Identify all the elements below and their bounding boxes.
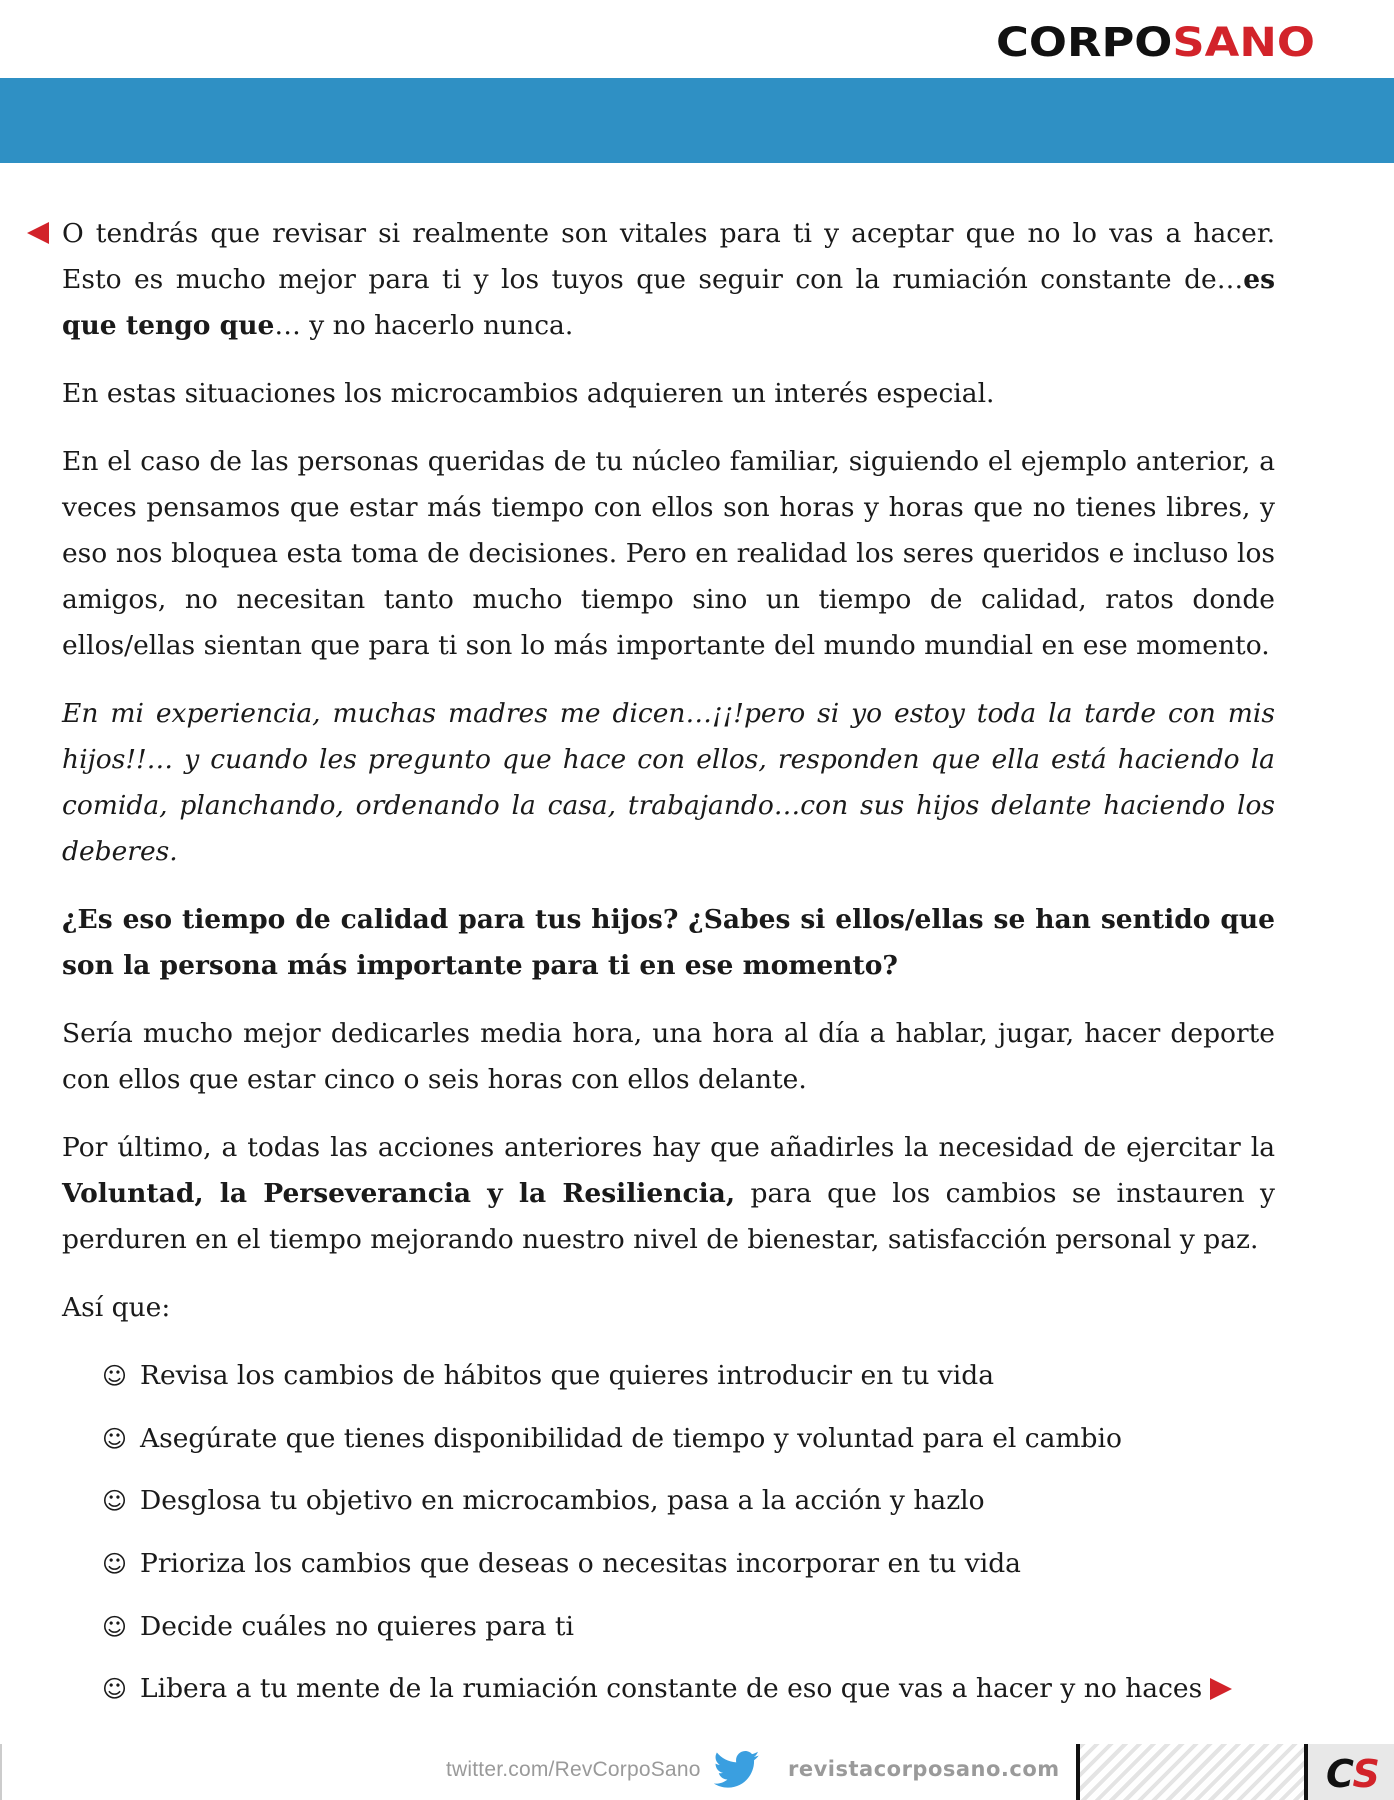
paragraph-1-text: O tendrás que revisar si realmente son vitales para ti y aceptar que no lo vas a hacer. Esto es mucho mejor para ti y los tuyos que seguir con la rumiación constante de…: [62, 218, 1275, 295]
list-item: [102, 1533, 1275, 1596]
paragraph-1-end: … y no hacerlo nunca.: [274, 310, 574, 341]
smiley-icon: ☺: [102, 1362, 128, 1391]
paragraph-3: En el caso de las personas queridas de tu núcleo familiar, siguiendo el ejemplo anterior, a veces pensamos que estar más tiempo con ellos son horas y horas que no tienes libres, y eso nos bloquea esta toma de decisiones. Pero en realidad los seres queridos e incluso los amigos, no necesitan tanto mucho tiempo sino un tiempo de calidad, ratos donde ellos/ellas sientan que para ti son lo más importante del mundo mundial en ese momento.: [62, 446, 1275, 661]
paragraph-1-bold: es que tengo que: [62, 264, 1275, 341]
cs-logo: [1326, 1752, 1380, 1796]
cs-logo-c: C: [1326, 1752, 1353, 1796]
paragraph-7-bold: Voluntad, la Perseverancia y la Resiliencia,: [62, 1178, 736, 1209]
list-item: [102, 1595, 1275, 1658]
header-band: [0, 78, 1394, 163]
list-item: [102, 1658, 1275, 1721]
smiley-icon: ☺: [102, 1550, 128, 1579]
article-body: [62, 211, 1275, 1721]
list-item-text: Libera a tu mente de la rumiación constante de eso que vas a hacer y no haces: [140, 1673, 1203, 1705]
list-item-text: Revisa los cambios de hábitos que quieres introducir en tu vida: [140, 1360, 995, 1392]
paragraph-8: Así que:: [62, 1292, 171, 1323]
paragraph-6: Sería mucho mejor dedicarles media hora, una hora al día a hablar, jugar, hacer deporte con ellos que estar cinco o seis horas con ellos delante.: [62, 1018, 1275, 1095]
smiley-icon: ☺: [102, 1424, 128, 1453]
list-item-text: Asegúrate que tienes disponibilidad de tiempo y voluntad para el cambio: [140, 1422, 1122, 1454]
smiley-icon: ☺: [102, 1487, 128, 1516]
logo-part-sano: SANO: [1172, 20, 1315, 66]
website-link[interactable]: revistacorposano.com: [788, 1757, 1060, 1781]
paragraph-7: [62, 1125, 1275, 1263]
continued-arrow-icon: [27, 222, 49, 244]
logo-part-corpo: CORPO: [996, 20, 1173, 66]
list-item-text: Decide cuáles no quieres para ti: [140, 1610, 574, 1642]
cs-logo-s: S: [1352, 1752, 1380, 1796]
footer-divider: [0, 1744, 2, 1800]
smiley-icon: ☺: [102, 1675, 128, 1704]
page-footer: [0, 1744, 1394, 1800]
list-item-text: Prioriza los cambios que deseas o necesitas incorporar en tu vida: [140, 1548, 1021, 1580]
paragraph-1: [62, 211, 1275, 349]
list-item: [102, 1408, 1275, 1471]
list-item: [102, 1470, 1275, 1533]
paragraph-5-question: ¿Es eso tiempo de calidad para tus hijos? ¿Sabes si ellos/ellas se han sentido que son la persona más importante para ti en ese momento?: [62, 904, 1275, 981]
paragraph-4-quote: En mi experiencia, muchas madres me dicen…¡¡!pero si yo estoy toda la tarde con mis hijos!!… y cuando les pregunto que hace con ellos, responden que ella está haciendo la comida, planchando, ordenando la casa, trabajando…con sus hijos delante haciendo los deberes.: [62, 698, 1275, 867]
footer-stripes: [1076, 1744, 1308, 1800]
twitter-bird-icon[interactable]: [714, 1750, 760, 1790]
paragraph-2: En estas situaciones los microcambios adquieren un interés especial.: [62, 378, 995, 409]
cs-badge: [1308, 1744, 1394, 1800]
brand-logo: [996, 20, 1315, 66]
smiley-icon: ☺: [102, 1612, 128, 1641]
action-list: [102, 1345, 1275, 1721]
paragraph-7-end: para que los cambios se instauren y perduren en el tiempo mejorando nuestro nivel de bienestar, satisfacción personal y paz.: [62, 1178, 1275, 1255]
list-item: [102, 1345, 1275, 1408]
twitter-link[interactable]: twitter.com/RevCorpoSano: [446, 1758, 701, 1781]
list-item-text: Desglosa tu objetivo en microcambios, pasa a la acción y hazlo: [140, 1485, 985, 1517]
paragraph-7-start: Por último, a todas las acciones anteriores hay que añadirles la necesidad de ejercitar la: [62, 1132, 1275, 1163]
end-of-article-arrow-icon: [1210, 1678, 1232, 1700]
